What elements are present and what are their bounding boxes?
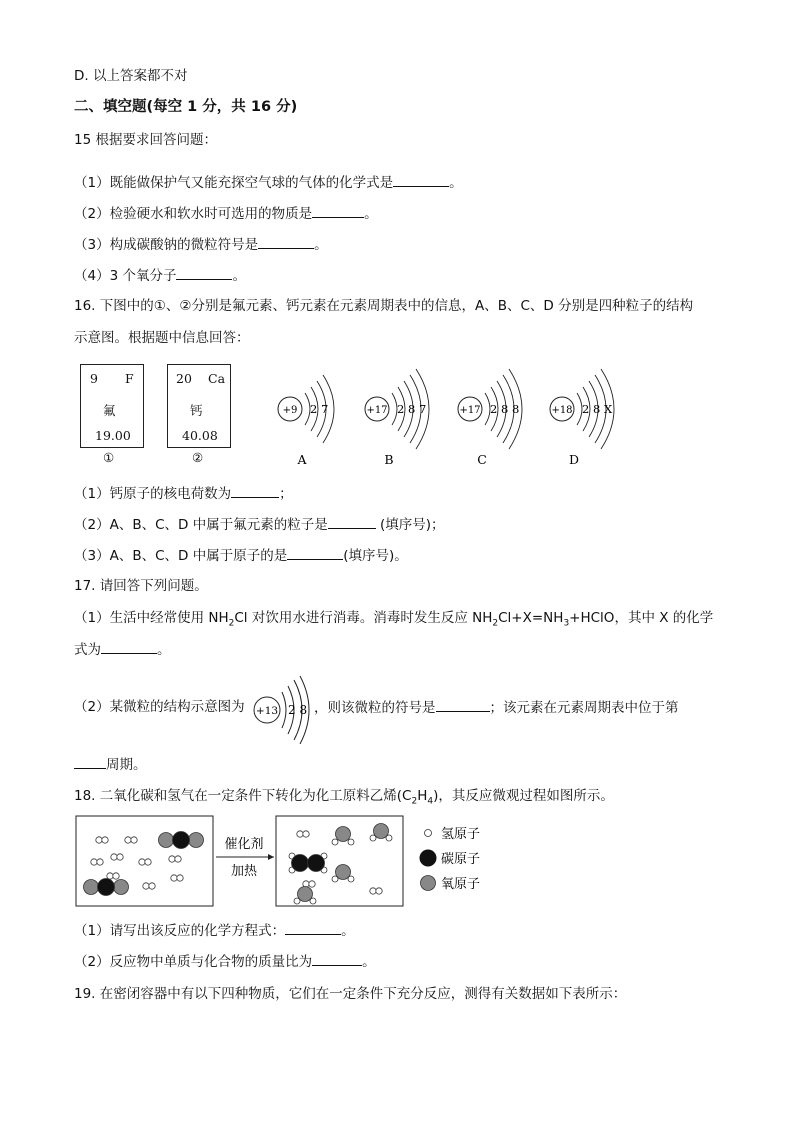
- q16-part3-text: （3）A、B、C、D 中属于原子的是: [74, 548, 288, 564]
- answer-blank[interactable]: [393, 173, 449, 187]
- atom-legend: [420, 827, 481, 892]
- atom-diagram-group: [278, 369, 614, 467]
- reaction-diagram: [70, 812, 500, 912]
- answer-blank[interactable]: [285, 921, 341, 935]
- element-name: 氟: [103, 403, 116, 418]
- element-symbol: F: [125, 371, 134, 386]
- q16-part1-text: （1）钙原子的核电荷数为: [74, 486, 232, 502]
- shell-electrons: 2 7: [310, 402, 329, 416]
- legend-carbon: 碳原子: [441, 852, 481, 867]
- reactant-molecules: [84, 832, 204, 896]
- subscript: 2: [228, 618, 235, 629]
- periodic-card-calcium: [167, 364, 231, 448]
- semicolon: ；: [279, 486, 293, 502]
- atom-label: D: [568, 452, 580, 467]
- q17-part2-line2-text: 周期。: [106, 757, 147, 773]
- q15-stem: 15 根据要求回答问题：: [74, 132, 217, 148]
- q15-part1: [74, 173, 463, 192]
- subscript: 2: [492, 618, 499, 629]
- atom-diagram-b: [365, 369, 429, 467]
- q17-part2-text-a: （2）某微粒的结构示意图为: [74, 699, 245, 715]
- atom-diagram-a: [278, 375, 334, 467]
- q17-nucleus-label: +13: [255, 705, 279, 717]
- q17-part2-text-b: ，则该微粒的符号是: [314, 700, 436, 716]
- q18-part2: [74, 952, 376, 971]
- q15-part4: [74, 266, 246, 285]
- answer-blank[interactable]: [101, 640, 157, 654]
- answer-blank[interactable]: [258, 235, 314, 249]
- answer-blank[interactable]: [312, 952, 362, 966]
- q17-part1-text-c: Cl+X=NH: [498, 610, 564, 626]
- product-molecules: [289, 824, 392, 905]
- q17-part1-text-d: +HClO，其中 X 的化学: [569, 610, 714, 626]
- answer-blank[interactable]: [74, 755, 106, 769]
- q14-option-d: D. 以上答案都不对: [74, 68, 188, 84]
- answer-blank[interactable]: [176, 266, 232, 280]
- shell-electrons: 2 8 8: [490, 402, 520, 416]
- reaction-condition-bottom: 加热: [230, 864, 258, 879]
- atom-label: A: [297, 452, 307, 467]
- period: 。: [364, 206, 378, 222]
- periodic-card-fluorine: [80, 364, 144, 448]
- period: 。: [449, 175, 463, 191]
- element-name: 钙: [190, 403, 203, 418]
- q15-part2-text: （2）检验硬水和软水时可选用的物质是: [74, 206, 313, 222]
- period: 。: [232, 268, 246, 284]
- q16-stem-line1: 16. 下图中的①、②分别是氟元素、钙元素在元素周期表中的信息，A、B、C、D 分别是四种粒子的结构: [74, 298, 694, 314]
- carbon-legend-icon: [420, 850, 437, 867]
- q18-stem-tail: )，其反应微观过程如图所示。: [433, 788, 614, 804]
- subscript: 3: [563, 618, 570, 629]
- q16-part3-tail: (填序号)。: [343, 548, 408, 564]
- q15-part2: [74, 204, 378, 223]
- answer-blank[interactable]: [328, 515, 376, 529]
- q17-part2-text-c: ；该元素在元素周期表中位于第: [489, 700, 679, 716]
- q17-part1-text-a: （1）生活中经常使用 NH: [74, 610, 229, 626]
- card-label-1: ①: [103, 450, 115, 465]
- q16-part2-tail: (填序号)；: [375, 517, 445, 533]
- subscript: 4: [427, 796, 434, 807]
- atom-diagram-d: [550, 369, 614, 467]
- legend-hydrogen: 氢原子: [441, 827, 481, 842]
- atom-label: C: [477, 452, 487, 467]
- element-symbol: Ca: [208, 371, 226, 386]
- period: 。: [341, 923, 355, 939]
- q18-stem-text: 18. 二氧化碳和氢气在一定条件下转化为化工原料乙烯(C: [74, 788, 412, 804]
- shell-electrons: 2 8 X: [582, 402, 613, 416]
- q16-part3: [74, 546, 408, 565]
- q16-part2-text: （2）A、B、C、D 中属于氟元素的粒子是: [74, 517, 328, 533]
- atomic-mass: 19.00: [95, 428, 131, 443]
- q15-part1-text: （1）既能做保护气又能充探空气球的气体的化学式是: [74, 175, 394, 191]
- q16-part2: [74, 515, 445, 534]
- q15-part4-text: （4）3 个氧分子: [74, 268, 177, 284]
- q17-shell-electrons: 2 8: [288, 703, 308, 717]
- card-label-2: ②: [192, 450, 204, 465]
- q17-part1: [74, 609, 713, 633]
- answer-blank[interactable]: [312, 204, 364, 218]
- period: 。: [314, 237, 328, 253]
- nucleus-charge: +17: [459, 405, 481, 416]
- section-title: 二、填空题(每空 1 分，共 16 分): [74, 99, 298, 115]
- atomic-mass: 40.08: [182, 428, 218, 443]
- oxygen-legend-icon: [421, 876, 436, 891]
- hydrogen-legend-icon: [425, 830, 432, 837]
- atom-diagrams: [270, 362, 630, 472]
- subscript: 2: [411, 796, 418, 807]
- period: 。: [157, 642, 171, 658]
- period: 。: [362, 954, 376, 970]
- nucleus-charge: +18: [551, 405, 573, 416]
- q15-part3: [74, 235, 328, 254]
- answer-blank[interactable]: [436, 698, 490, 712]
- shell-electrons: 2 8 7: [397, 402, 427, 416]
- answer-blank[interactable]: [287, 546, 343, 560]
- arrow-head: [268, 854, 274, 860]
- q17-stem: 17. 请回答下列问题。: [74, 578, 208, 594]
- q18-part1-text: （1）请写出该反应的化学方程式：: [74, 923, 286, 939]
- nucleus-charge: +17: [366, 405, 388, 416]
- answer-blank[interactable]: [231, 484, 279, 498]
- q16-part1: [74, 484, 293, 503]
- q18-stem: [74, 787, 614, 811]
- legend-oxygen: 氧原子: [441, 877, 481, 892]
- reaction-condition-top: 催化剂: [224, 837, 264, 852]
- q17-part2: [74, 698, 245, 716]
- q17-part2-cont: [314, 698, 679, 717]
- q15-part3-text: （3）构成碳酸钠的微粒符号是: [74, 237, 259, 253]
- q17-part1-text-b: Cl 对饮用水进行消毒。消毒时发生反应 NH: [234, 610, 493, 626]
- atomic-number: 9: [90, 371, 98, 386]
- atom-label: B: [384, 452, 394, 467]
- q18-stem-mid: H: [417, 788, 428, 804]
- q18-part1: [74, 921, 355, 940]
- q17-part1-line2: [74, 640, 171, 659]
- q17-part2-line2: [74, 755, 147, 774]
- atomic-number: 20: [176, 371, 192, 386]
- q17-part1-line2-text: 式为: [74, 642, 101, 658]
- q18-part2-text: （2）反应物中单质与化合物的质量比为: [74, 954, 313, 970]
- q16-stem-line2: 示意图。根据题中信息回答：: [74, 330, 250, 346]
- q19-stem: 19. 在密闭容器中有以下四种物质，它们在一定条件下充分反应，测得有关数据如下表所示：: [74, 986, 627, 1002]
- atom-diagram-c: [458, 369, 522, 467]
- nucleus-charge: +9: [282, 405, 298, 416]
